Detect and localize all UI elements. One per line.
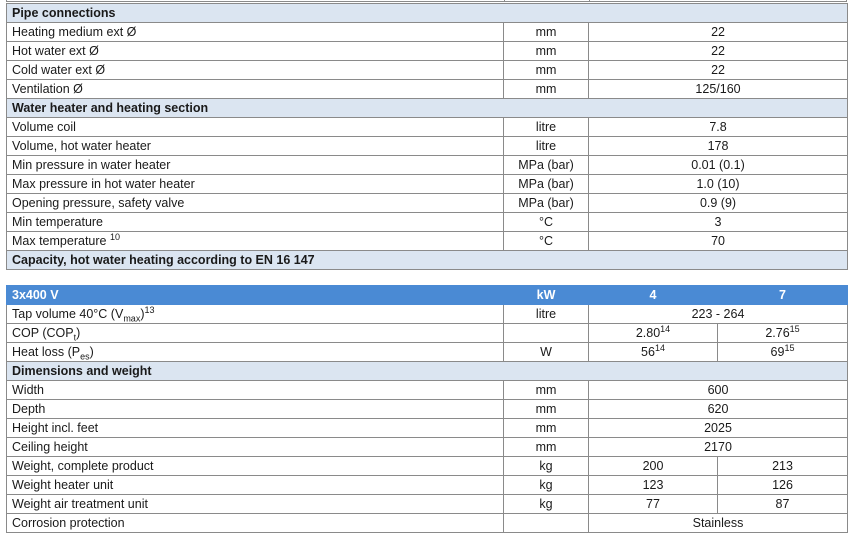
table-row-tap-volume bbox=[7, 305, 848, 324]
row-unit: mm bbox=[504, 400, 589, 419]
subscript: es bbox=[80, 351, 90, 362]
row-value: 7.8 bbox=[589, 118, 848, 137]
row-value: 22 bbox=[589, 42, 848, 61]
spec-table-bottom bbox=[6, 285, 848, 533]
table-row bbox=[7, 419, 848, 438]
row-label: Volume, hot water heater bbox=[7, 137, 504, 156]
table-row bbox=[7, 23, 848, 42]
row-unit: litre bbox=[504, 118, 589, 137]
row-value: Stainless bbox=[589, 514, 848, 533]
row-value-7kw: 87 bbox=[718, 495, 848, 514]
row-unit: kg bbox=[504, 495, 589, 514]
row-label: Height incl. feet bbox=[7, 419, 504, 438]
value: 69 bbox=[770, 345, 785, 359]
row-label: Opening pressure, safety valve bbox=[7, 194, 504, 213]
header-col-7kw: 7 bbox=[718, 286, 848, 305]
header-col-4kw: 4 bbox=[589, 286, 718, 305]
row-label: Min temperature bbox=[7, 213, 504, 232]
row-value-7kw bbox=[718, 343, 848, 362]
row-value: 0.9 (9) bbox=[589, 194, 848, 213]
row-unit: kg bbox=[504, 457, 589, 476]
row-unit: mm bbox=[504, 42, 589, 61]
row-value-4kw: 123 bbox=[589, 476, 718, 495]
row-value-4kw: 77 bbox=[589, 495, 718, 514]
row-value: 2170 bbox=[589, 438, 848, 457]
value: 2.80 bbox=[635, 326, 661, 340]
table-row bbox=[7, 156, 848, 175]
row-label-cell bbox=[7, 324, 504, 343]
row-value: 223 - 264 bbox=[589, 305, 848, 324]
row-unit: MPa (bar) bbox=[504, 175, 589, 194]
table-row bbox=[7, 232, 848, 251]
table-row bbox=[7, 514, 848, 533]
row-value: 22 bbox=[589, 23, 848, 42]
footnote-ref: 10 bbox=[109, 231, 120, 242]
row-value: 1.0 (10) bbox=[589, 175, 848, 194]
section-label: Pipe connections bbox=[7, 4, 848, 23]
spec-table-bottom-body bbox=[7, 286, 848, 533]
row-unit: mm bbox=[504, 381, 589, 400]
row-label-end: ) bbox=[89, 345, 94, 359]
row-value-4kw bbox=[589, 324, 718, 343]
row-value-4kw: 200 bbox=[589, 457, 718, 476]
row-value: 0.01 (0.1) bbox=[589, 156, 848, 175]
value: 56 bbox=[641, 345, 655, 359]
row-unit: mm bbox=[504, 438, 589, 457]
spec-table-top bbox=[6, 3, 848, 270]
row-unit: kg bbox=[504, 476, 589, 495]
row-label: Heat loss (P bbox=[12, 345, 81, 359]
row-value: 620 bbox=[589, 400, 848, 419]
footnote-ref: 13 bbox=[144, 304, 155, 315]
row-unit: MPa (bar) bbox=[504, 156, 589, 175]
table-row bbox=[7, 438, 848, 457]
row-label: Depth bbox=[7, 400, 504, 419]
table-row-cop bbox=[7, 324, 848, 343]
table-row bbox=[7, 213, 848, 232]
row-label: Ceiling height bbox=[7, 438, 504, 457]
table-row bbox=[7, 476, 848, 495]
footnote-ref: 15 bbox=[789, 323, 800, 334]
row-value-7kw: 126 bbox=[718, 476, 848, 495]
row-label-cell bbox=[7, 343, 504, 362]
section-pipe-connections bbox=[7, 4, 848, 23]
value: 2.76 bbox=[765, 326, 790, 340]
row-unit: mm bbox=[504, 23, 589, 42]
row-unit bbox=[504, 324, 589, 343]
footnote-ref: 15 bbox=[784, 342, 795, 353]
spec-table-top-body bbox=[7, 4, 848, 270]
footnote-ref: 14 bbox=[654, 342, 665, 353]
row-label: Weight air treatment unit bbox=[7, 495, 504, 514]
table-row bbox=[7, 381, 848, 400]
subscript: max bbox=[123, 313, 141, 324]
row-label: COP (COP bbox=[12, 326, 74, 340]
row-value: 3 bbox=[589, 213, 848, 232]
section-label: Dimensions and weight bbox=[7, 362, 848, 381]
row-label: Max temperature bbox=[12, 234, 107, 248]
row-value: 70 bbox=[589, 232, 848, 251]
row-label: Tap volume 40°C (V bbox=[12, 307, 124, 321]
table-row bbox=[7, 61, 848, 80]
table-row bbox=[7, 118, 848, 137]
row-unit: MPa (bar) bbox=[504, 194, 589, 213]
row-label: Corrosion protection bbox=[7, 514, 504, 533]
row-value: 22 bbox=[589, 61, 848, 80]
section-label: Capacity, hot water heating according to EN 16 147 bbox=[7, 251, 848, 270]
row-label: Weight, complete product bbox=[7, 457, 504, 476]
row-unit: litre bbox=[504, 137, 589, 156]
section-capacity bbox=[7, 251, 848, 270]
table-row bbox=[7, 400, 848, 419]
section-dimensions-weight bbox=[7, 362, 848, 381]
row-label-cell bbox=[7, 232, 504, 251]
row-unit: litre bbox=[504, 305, 589, 324]
table-row-heat-loss bbox=[7, 343, 848, 362]
row-unit: mm bbox=[504, 61, 589, 80]
row-value: 125/160 bbox=[589, 80, 848, 99]
row-unit: °C bbox=[504, 213, 589, 232]
row-label: Max pressure in hot water heater bbox=[7, 175, 504, 194]
row-unit: mm bbox=[504, 419, 589, 438]
row-value-4kw bbox=[589, 343, 718, 362]
row-value-7kw bbox=[718, 324, 848, 343]
row-label: Cold water ext Ø bbox=[7, 61, 504, 80]
section-label: Water heater and heating section bbox=[7, 99, 848, 118]
header-voltage: 3x400 V bbox=[7, 286, 504, 305]
table-row bbox=[7, 137, 848, 156]
row-label: Hot water ext Ø bbox=[7, 42, 504, 61]
subscript: t bbox=[73, 332, 77, 343]
row-value-7kw: 213 bbox=[718, 457, 848, 476]
header-unit: kW bbox=[504, 286, 589, 305]
table-row bbox=[7, 80, 848, 99]
row-unit bbox=[504, 514, 589, 533]
row-unit: mm bbox=[504, 80, 589, 99]
row-label: Heating medium ext Ø bbox=[7, 23, 504, 42]
table-row bbox=[7, 42, 848, 61]
row-label: Min pressure in water heater bbox=[7, 156, 504, 175]
table-row bbox=[7, 175, 848, 194]
row-value: 178 bbox=[589, 137, 848, 156]
row-label: Weight heater unit bbox=[7, 476, 504, 495]
row-label: Volume coil bbox=[7, 118, 504, 137]
row-label-end: ) bbox=[140, 307, 145, 321]
section-water-heater bbox=[7, 99, 848, 118]
row-value: 2025 bbox=[589, 419, 848, 438]
row-label: Ventilation Ø bbox=[7, 80, 504, 99]
row-label-cell bbox=[7, 305, 504, 324]
footnote-ref: 14 bbox=[660, 323, 671, 334]
table-header-row bbox=[7, 286, 848, 305]
row-value: 600 bbox=[589, 381, 848, 400]
table-row bbox=[7, 495, 848, 514]
row-label-end: ) bbox=[76, 326, 81, 340]
row-unit: °C bbox=[504, 232, 589, 251]
row-unit: W bbox=[504, 343, 589, 362]
table-row bbox=[7, 457, 848, 476]
clipped-previous-row bbox=[6, 0, 847, 2]
table-row bbox=[7, 194, 848, 213]
row-label: Width bbox=[7, 381, 504, 400]
